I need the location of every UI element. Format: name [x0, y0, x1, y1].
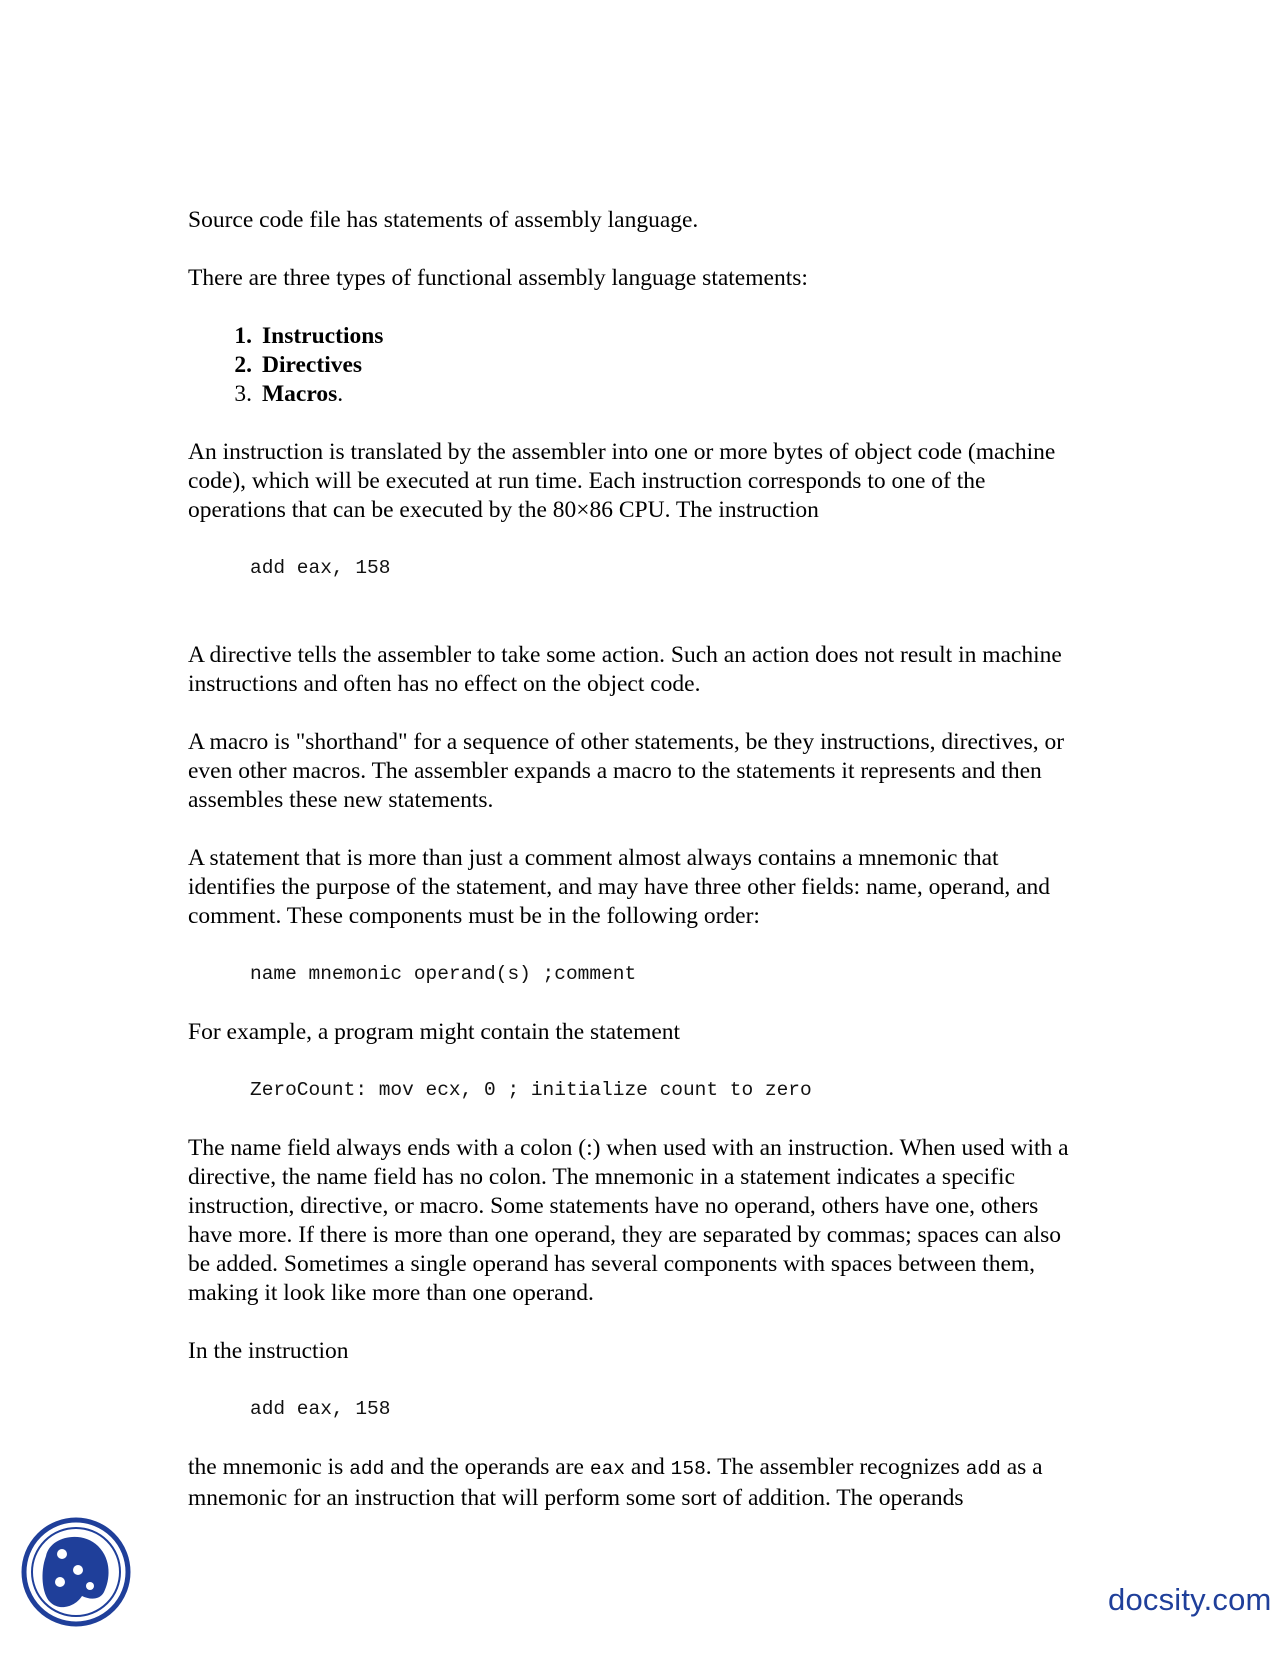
name-field-paragraph: The name field always ends with a colon (:) when used with an instruction. When used with a directive, the name field has no colon. The mnemonic in a statement indicates a specific instruction, directive, or macro. Some statements have no operand, others have one, others have more. If there is more than one operand, they are separated by commas; spaces can also be added. Sometimes a single operand has several components with spaces between them, making it look like more than one operand. [188, 1135, 1069, 1306]
list-label: Instructions [262, 323, 384, 349]
list-item [188, 351, 1088, 380]
text-run: and [624, 1454, 671, 1480]
statement-types-list [188, 322, 1088, 409]
code-example-add-2: add eax, 158 [250, 1398, 391, 1420]
code-statement-format: name mnemonic operand(s) ;comment [250, 963, 637, 985]
instruction-paragraph: An instruction is translated by the assembler into one or more bytes of object code (machine code), which will be executed at run time. Each instruction corresponds to one of the operations that can be executed by the 80×86 CPU. The instruction [188, 439, 1056, 523]
list-number: 1. [234, 323, 252, 349]
code-example-add: add eax, 158 [250, 557, 391, 579]
list-item [188, 322, 1088, 351]
example-paragraph: For example, a program might contain the statement [188, 1019, 681, 1045]
inline-code: add [349, 1458, 385, 1480]
text-run: and the operands are [384, 1454, 590, 1480]
statement-paragraph: A statement that is more than just a comment almost always contains a mnemonic that identifies the purpose of the statement, and may have three other fields: name, operand, and comment. These components must be in the following order: [188, 845, 1051, 929]
list-number: 3. [234, 381, 252, 407]
list-label: Macros [262, 381, 338, 407]
types-intro-paragraph: There are three types of functional assembly language statements: [188, 265, 808, 291]
inline-code: eax [589, 1458, 625, 1480]
list-number: 2. [234, 352, 252, 378]
list-item [188, 380, 1088, 409]
inline-code: add [965, 1458, 1001, 1480]
docsity-brand-link[interactable]: docsity.com [1108, 1582, 1272, 1617]
text-run: . The assembler recognizes [705, 1454, 966, 1480]
text-run: as a mnemonic for an instruction that will perform some sort of addition. The operands [188, 1454, 1043, 1511]
text-run: the mnemonic is [188, 1454, 350, 1480]
list-suffix: . [337, 381, 344, 407]
list-label: Directives [262, 352, 363, 378]
macro-paragraph: A macro is "shorthand" for a sequence of other statements, be they instructions, directives, or even other macros. The assembler expands a macro to the statements it represents and then assembles these new statements. [188, 729, 1065, 813]
docsity-logo-icon[interactable] [20, 1516, 132, 1628]
document-body [188, 206, 1088, 1542]
mnemonic-paragraph [188, 1453, 1088, 1513]
inline-code: 158 [670, 1458, 706, 1480]
code-example-zerocount: ZeroCount: mov ecx, 0 ; initialize count to zero [250, 1079, 812, 1101]
intro-paragraph: Source code file has statements of assembly language. [188, 207, 699, 233]
directive-paragraph: A directive tells the assembler to take some action. Such an action does not result in machine instructions and often has no effect on the object code. [188, 642, 1062, 697]
in-instruction-paragraph: In the instruction [188, 1338, 349, 1364]
